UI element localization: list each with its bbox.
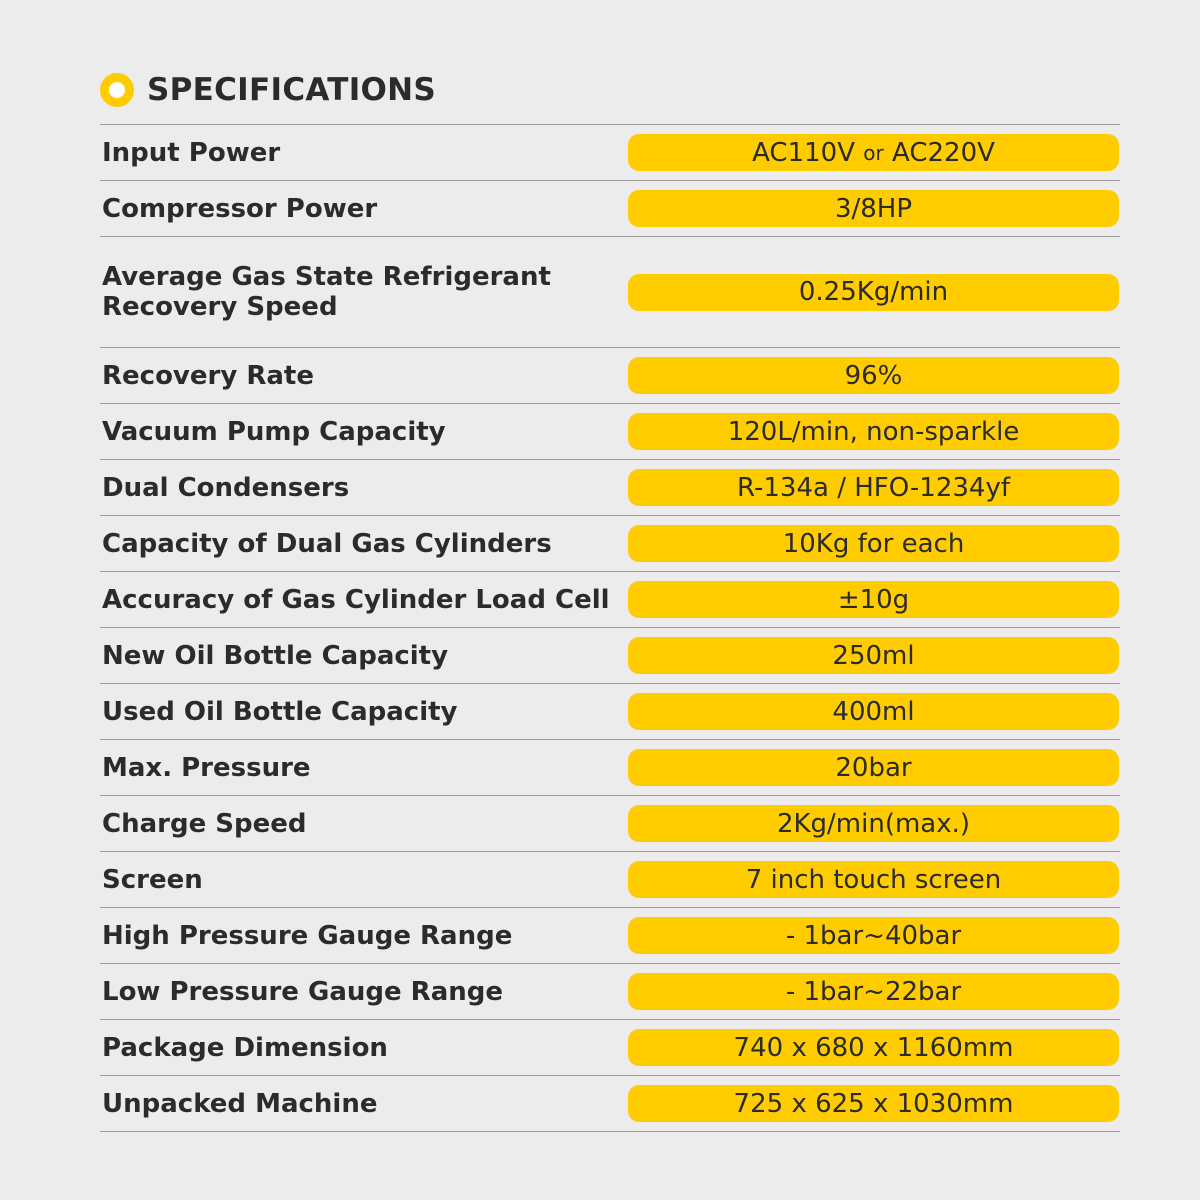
spec-row-max-pressure bbox=[100, 740, 1120, 796]
spec-label: Vacuum Pump Capacity bbox=[102, 416, 446, 447]
spec-value: 96% bbox=[628, 357, 1119, 394]
spec-value: - 1bar~40bar bbox=[628, 917, 1119, 954]
spec-row-load-cell-accuracy bbox=[100, 572, 1120, 628]
spec-row-package-dimension bbox=[100, 1020, 1120, 1076]
spec-label: Used Oil Bottle Capacity bbox=[102, 696, 458, 727]
spec-value-part: AC110V bbox=[752, 137, 855, 168]
page-title: SPECIFICATIONS bbox=[147, 72, 437, 108]
spec-label: New Oil Bottle Capacity bbox=[102, 640, 449, 671]
spec-label: Screen bbox=[102, 864, 203, 895]
spec-value: ±10g bbox=[628, 581, 1119, 618]
spec-label: Charge Speed bbox=[102, 808, 307, 839]
spec-row-high-pressure-gauge bbox=[100, 908, 1120, 964]
spec-value: 400ml bbox=[628, 693, 1119, 730]
spec-value: 250ml bbox=[628, 637, 1119, 674]
spec-label: Input Power bbox=[102, 137, 281, 168]
spec-row-screen bbox=[100, 852, 1120, 908]
spec-value bbox=[628, 134, 1119, 171]
spec-value-part: or bbox=[863, 140, 884, 165]
section-header bbox=[100, 72, 436, 108]
spec-value: 740 x 680 x 1160mm bbox=[628, 1029, 1119, 1066]
spec-row-gas-cylinder-capacity bbox=[100, 516, 1120, 572]
spec-row-low-pressure-gauge bbox=[100, 964, 1120, 1020]
spec-row-compressor-power bbox=[100, 181, 1120, 237]
spec-row-dual-condensers bbox=[100, 460, 1120, 516]
spec-value: 120L/min, non-sparkle bbox=[628, 413, 1119, 450]
spec-label: Average Gas State Refrigerant Recovery Speed bbox=[102, 262, 551, 322]
spec-label: Dual Condensers bbox=[102, 472, 350, 503]
spec-value: 10Kg for each bbox=[628, 525, 1119, 562]
spec-label: Unpacked Machine bbox=[102, 1088, 378, 1119]
spec-label: Package Dimension bbox=[102, 1032, 388, 1063]
spec-value: 2Kg/min(max.) bbox=[628, 805, 1119, 842]
spec-value: - 1bar~22bar bbox=[628, 973, 1119, 1010]
spec-label: High Pressure Gauge Range bbox=[102, 920, 513, 951]
spec-row-input-power bbox=[100, 125, 1120, 181]
spec-row-recovery-speed bbox=[100, 237, 1120, 348]
spec-row-vacuum-pump-capacity bbox=[100, 404, 1120, 460]
spec-value: R-134a / HFO-1234yf bbox=[628, 469, 1119, 506]
spec-label: Compressor Power bbox=[102, 193, 378, 224]
spec-table bbox=[100, 124, 1120, 1132]
spec-value: 7 inch touch screen bbox=[628, 861, 1119, 898]
spec-row-used-oil-bottle bbox=[100, 684, 1120, 740]
spec-value: 725 x 625 x 1030mm bbox=[628, 1085, 1119, 1122]
spec-row-new-oil-bottle bbox=[100, 628, 1120, 684]
spec-label: Low Pressure Gauge Range bbox=[102, 976, 503, 1007]
spec-label: Recovery Rate bbox=[102, 360, 314, 391]
spec-value: 20bar bbox=[628, 749, 1119, 786]
spec-row-unpacked-machine bbox=[100, 1076, 1120, 1132]
circle-bullet-icon bbox=[100, 73, 134, 107]
spec-label: Capacity of Dual Gas Cylinders bbox=[102, 528, 552, 559]
spec-label: Accuracy of Gas Cylinder Load Cell bbox=[102, 584, 610, 615]
spec-row-recovery-rate bbox=[100, 348, 1120, 404]
spec-label: Max. Pressure bbox=[102, 752, 311, 783]
spec-row-charge-speed bbox=[100, 796, 1120, 852]
spec-value-part: AC220V bbox=[892, 137, 995, 168]
spec-value: 0.25Kg/min bbox=[628, 274, 1119, 311]
spec-value: 3/8HP bbox=[628, 190, 1119, 227]
